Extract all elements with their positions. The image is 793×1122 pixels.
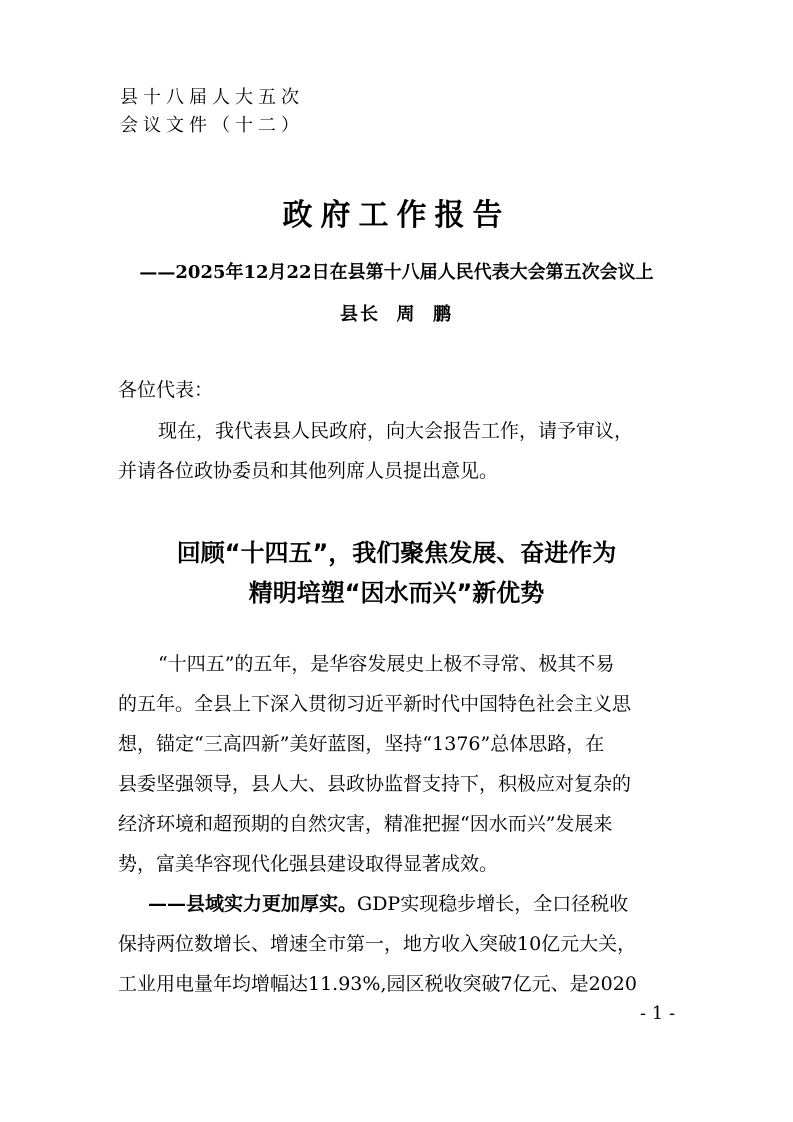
paragraph1-line-5: 经济环境和超预期的自然灾害，精准把握“因水而兴”发展来 — [118, 813, 613, 835]
paragraph1-line-6: 势，富美华容现代化强县建设取得显著成效。 — [118, 853, 499, 875]
paragraph1-line-2: 的五年。全县上下深入贯彻习近平新时代中国特色社会主义思 — [118, 693, 632, 715]
document-label-line1: 县十八届人大五次 — [120, 87, 304, 108]
paragraph2-line-2: 保持两位数增长、增速全市第一，地方收入突破10亿元大关， — [118, 933, 637, 955]
speaker-name: 县长 周 鹏 — [339, 304, 454, 325]
paragraph2-line-1 — [148, 892, 628, 916]
paragraph1-line-4: 县委坚强领导，县人大、县政协监督支持下，积极应对复杂的 — [118, 773, 632, 795]
paragraph2-lead: ——县域实力更加厚实。 — [148, 893, 358, 915]
paragraph2-line-1-rest: GDP实现稳步增长，全口径税收 — [357, 893, 629, 915]
page-number: - 1 - — [640, 1003, 676, 1024]
section-heading-line-2: 精明培塑“因水而兴”新优势 — [248, 579, 545, 607]
intro-line-1: 现在，我代表县人民政府，向大会报告工作，请予审议， — [158, 420, 634, 442]
section-heading-line-1: 回顾“十四五”，我们聚焦发展、奋进作为 — [176, 539, 617, 567]
document-label-line2: 会议文件（十二） — [120, 115, 304, 136]
paragraph2-line-3: 工业用电量年均增幅达11.93%,园区税收突破7亿元、是2020 — [118, 973, 637, 995]
intro-line-2: 并请各位政协委员和其他列席人员提出意见。 — [118, 460, 499, 482]
report-title: 政府工作报告 — [282, 198, 511, 233]
paragraph1-line-1: “十四五”的五年，是华容发展史上极不寻常、极其不易 — [158, 653, 615, 675]
salutation: 各位代表： — [118, 379, 214, 401]
paragraph1-line-3: 想，锚定“三高四新”美好蓝图，坚持“1376”总体思路，在 — [118, 733, 605, 755]
report-subtitle: ——2025年12月22日在县第十八届人民代表大会第五次会议上 — [139, 262, 654, 283]
